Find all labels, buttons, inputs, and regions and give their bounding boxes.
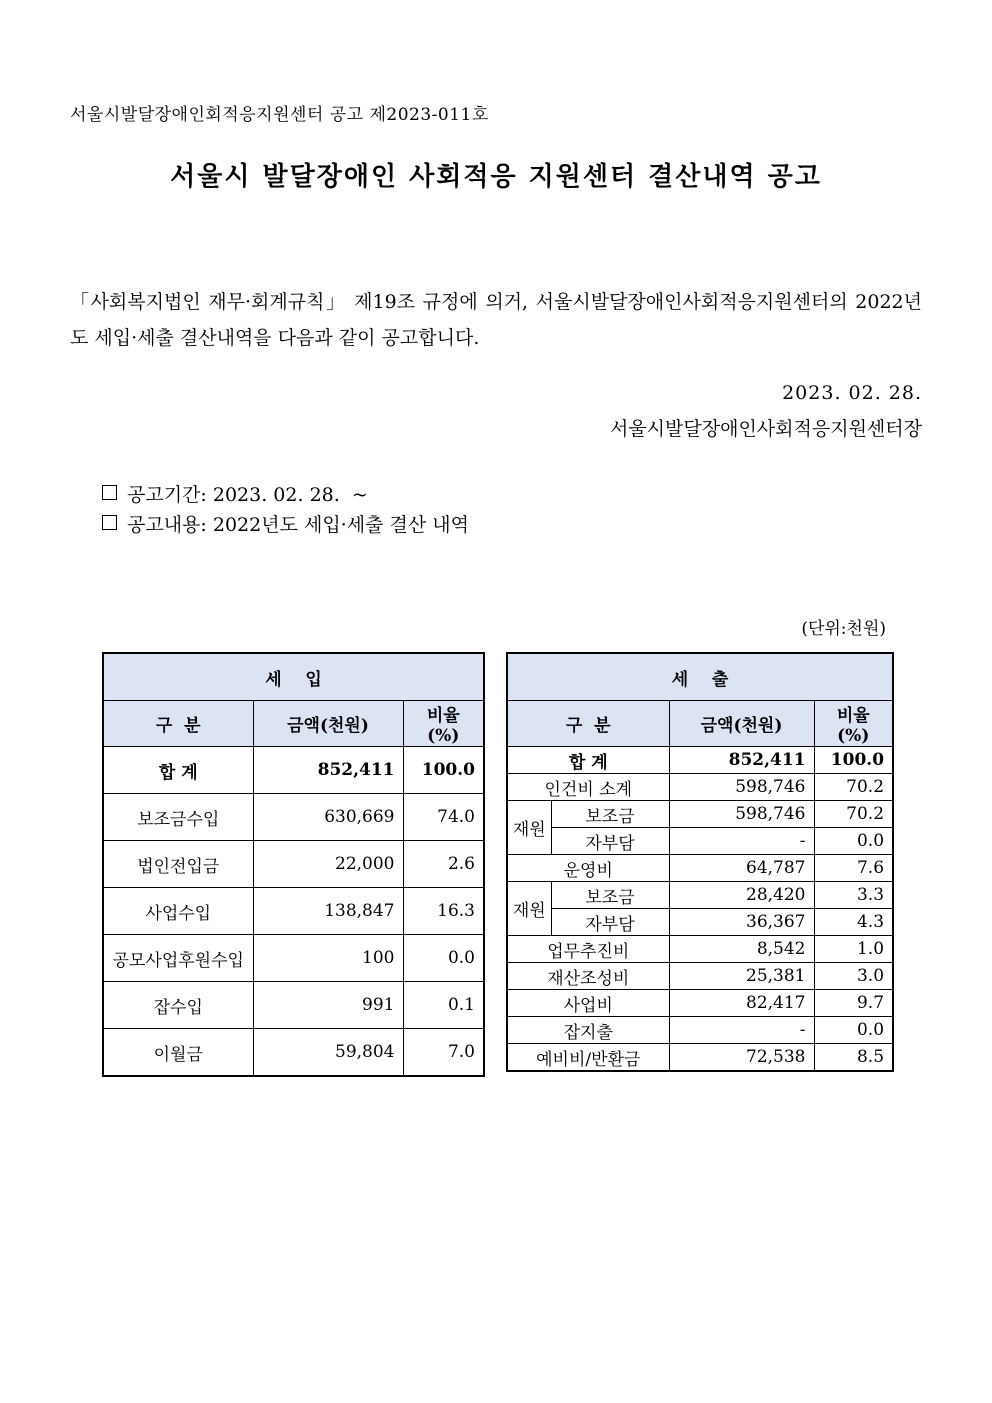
expense-row-amount: 28,420 — [669, 882, 814, 909]
income-row-amount: 630,669 — [253, 794, 403, 841]
expense-row-amount: 25,381 — [669, 963, 814, 990]
unit-label: (단위:천원) — [801, 619, 886, 639]
table-row — [103, 982, 484, 1029]
checkbox-square-icon — [102, 515, 117, 530]
expense-row-amount: 598,746 — [669, 801, 814, 828]
content-label: 공고내용: — [127, 514, 207, 536]
table-row — [103, 794, 484, 841]
expense-row-ratio: 4.3 — [814, 909, 893, 936]
income-row-label: 공모사업후원수입 — [103, 935, 253, 982]
table-row — [507, 882, 893, 909]
table-row — [507, 990, 893, 1017]
expense-row-label: 운영비 — [507, 855, 669, 882]
income-total-amount: 852,411 — [253, 747, 403, 794]
expense-row-label: 보조금 — [551, 801, 669, 828]
income-row-label: 법인전입금 — [103, 841, 253, 888]
table-row — [507, 963, 893, 990]
expense-total-amount: 852,411 — [669, 747, 814, 774]
income-row-ratio: 74.0 — [403, 794, 484, 841]
expense-row-label: 잡지출 — [507, 1017, 669, 1044]
income-total-ratio: 100.0 — [403, 747, 484, 794]
expense-header-ratio: 비율(%) — [814, 701, 893, 747]
table-row — [507, 774, 893, 801]
income-header-category: 구 분 — [103, 701, 253, 747]
expense-row-label: 업무추진비 — [507, 936, 669, 963]
income-row-label: 이월금 — [103, 1029, 253, 1077]
expense-total-ratio: 100.0 — [814, 747, 893, 774]
income-title: 세 입 — [103, 653, 484, 701]
income-total-label: 합 계 — [103, 747, 253, 794]
expense-row-label: 인건비 소계 — [507, 774, 669, 801]
table-row — [103, 935, 484, 982]
notice-date: 2023. 02. 28. — [782, 382, 922, 404]
table-row — [507, 828, 893, 855]
info-content — [102, 510, 469, 537]
expense-total-label: 합 계 — [507, 747, 669, 774]
table-row — [507, 909, 893, 936]
expense-row-ratio: 0.0 — [814, 1017, 893, 1044]
income-row-ratio: 2.6 — [403, 841, 484, 888]
notice-number: 서울시발달장애인회적응지원센터 공고 제2023-011호 — [70, 105, 489, 125]
expense-row-amount: 8,542 — [669, 936, 814, 963]
expense-row-amount: - — [669, 828, 814, 855]
table-row — [507, 1017, 893, 1044]
period-label: 공고기간: — [127, 484, 207, 506]
income-row-amount: 991 — [253, 982, 403, 1029]
expense-row-label: 보조금 — [551, 882, 669, 909]
table-row — [507, 1044, 893, 1072]
income-row-amount: 138,847 — [253, 888, 403, 935]
expense-row-amount: 82,417 — [669, 990, 814, 1017]
income-row-ratio: 7.0 — [403, 1029, 484, 1077]
income-header-ratio: 비율(%) — [403, 701, 484, 747]
period-value: 2023. 02. 28. ~ — [212, 484, 368, 506]
income-row-label: 보조금수입 — [103, 794, 253, 841]
table-row — [103, 841, 484, 888]
income-row-ratio: 16.3 — [403, 888, 484, 935]
income-row-ratio: 0.1 — [403, 982, 484, 1029]
table-row — [507, 801, 893, 828]
expense-total-row — [507, 747, 893, 774]
info-period — [102, 480, 368, 507]
table-row — [103, 1029, 484, 1077]
table-row — [507, 855, 893, 882]
source-label: 재원 — [507, 801, 551, 855]
expense-row-label: 사업비 — [507, 990, 669, 1017]
source-label: 재원 — [507, 882, 551, 936]
expense-row-ratio: 3.3 — [814, 882, 893, 909]
income-total-row — [103, 747, 484, 794]
expense-row-ratio: 9.7 — [814, 990, 893, 1017]
notice-signer: 서울시발달장애인사회적응지원센터장 — [609, 418, 922, 440]
expense-table — [506, 652, 894, 1072]
expense-row-amount: 36,367 — [669, 909, 814, 936]
table-row — [507, 936, 893, 963]
notice-body: 「사회복지법인 재무·회계규칙」 제19조 규정에 의거, 서울시발달장애인사회적응지원센터의 2022년도 세입·세출 결산내역을 다음과 같이 공고합니다. — [70, 291, 922, 349]
income-row-label: 잡수입 — [103, 982, 253, 1029]
expense-row-ratio: 7.6 — [814, 855, 893, 882]
content-value: 2022년도 세입·세출 결산 내역 — [212, 514, 469, 536]
income-row-label: 사업수입 — [103, 888, 253, 935]
expense-row-label: 자부담 — [551, 909, 669, 936]
expense-row-ratio: 0.0 — [814, 828, 893, 855]
expense-header-category: 구 분 — [507, 701, 669, 747]
expense-row-label: 재산조성비 — [507, 963, 669, 990]
expense-row-ratio: 3.0 — [814, 963, 893, 990]
income-row-ratio: 0.0 — [403, 935, 484, 982]
expense-header-amount: 금액(천원) — [669, 701, 814, 747]
checkbox-square-icon — [102, 485, 117, 500]
table-row — [103, 888, 484, 935]
expense-row-ratio: 1.0 — [814, 936, 893, 963]
expense-row-label: 예비비/반환금 — [507, 1044, 669, 1072]
expense-title: 세 출 — [507, 653, 893, 701]
expense-row-ratio: 8.5 — [814, 1044, 893, 1072]
expense-row-amount: 64,787 — [669, 855, 814, 882]
expense-row-ratio: 70.2 — [814, 801, 893, 828]
expense-row-amount: 598,746 — [669, 774, 814, 801]
expense-row-label: 자부담 — [551, 828, 669, 855]
income-row-amount: 22,000 — [253, 841, 403, 888]
income-table — [102, 652, 485, 1077]
expense-row-ratio: 70.2 — [814, 774, 893, 801]
page-title: 서울시 발달장애인 사회적응 지원센터 결산내역 공고 — [170, 162, 822, 192]
income-row-amount: 100 — [253, 935, 403, 982]
income-header-amount: 금액(천원) — [253, 701, 403, 747]
income-row-amount: 59,804 — [253, 1029, 403, 1077]
expense-row-amount: - — [669, 1017, 814, 1044]
expense-row-amount: 72,538 — [669, 1044, 814, 1072]
